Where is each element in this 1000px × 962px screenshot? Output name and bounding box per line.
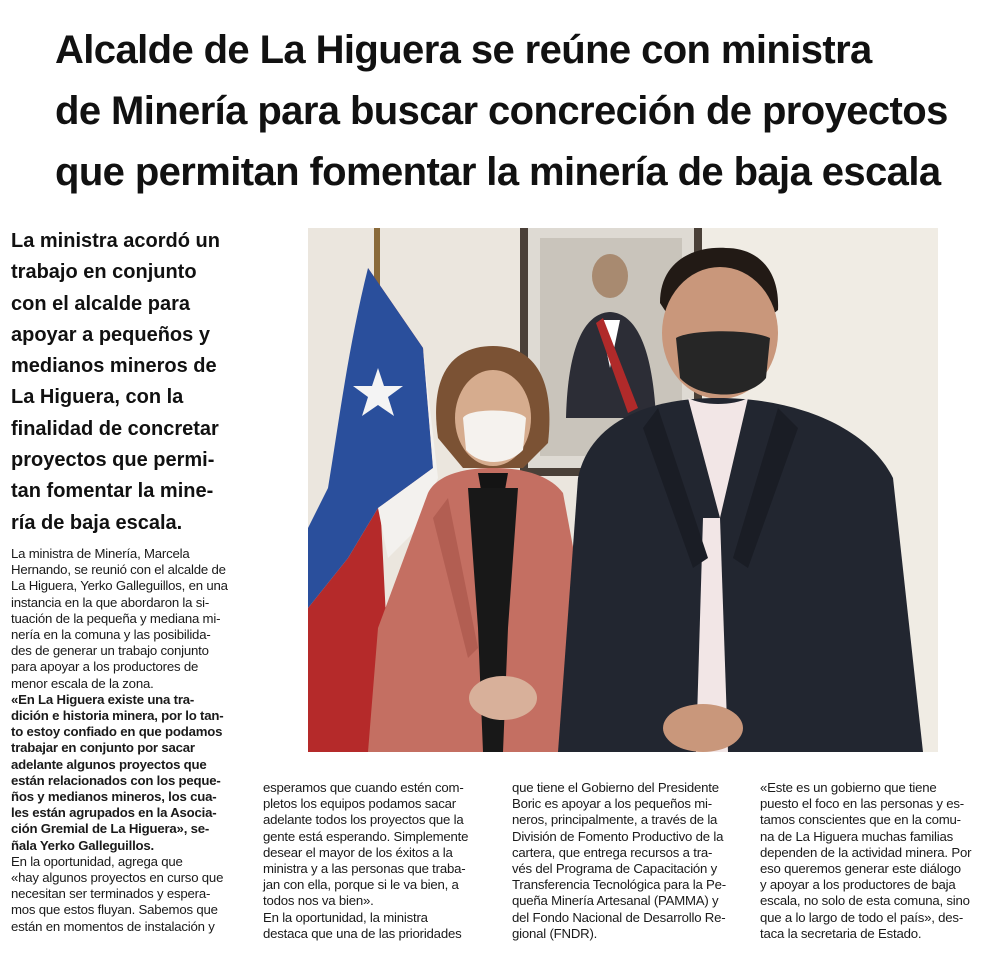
body-text-line: les están agrupados en la Asocia- (11, 805, 217, 821)
body-text-line: «En La Higuera existe una tra- (11, 691, 195, 707)
body-text-line: pletos los equipos podamos sacar (263, 796, 456, 812)
article-column-3 (512, 780, 742, 942)
body-text-line: Transferencia Tecnológica para la Pe- (512, 877, 726, 893)
body-text-line: queña Minería Artesanal (PAMMA) y (512, 893, 719, 909)
body-text-line: ñala Yerko Galleguillos. (11, 837, 155, 853)
headline-line: Alcalde de La Higuera se reúne con ministra (55, 28, 872, 72)
body-text-line: y apoyar a los productores de baja (760, 877, 956, 893)
lead-line: tan fomentar la mine- (11, 480, 214, 503)
body-text-line: La Higuera, Yerko Galleguillos, en una (11, 578, 228, 594)
body-text-line: taca la secretaria de Estado. (760, 925, 922, 941)
body-text-line: escala, no solo de esta comuna, sino (760, 893, 970, 909)
body-text-line: «Este es un gobierno que tiene (760, 780, 937, 795)
body-text-line: que a lo largo de todo el país», des- (760, 909, 964, 925)
body-text-line: eso queremos generar este diálogo (760, 861, 961, 877)
body-text-line: para apoyar a los productores de (11, 659, 199, 675)
headline-line: de Minería para buscar concreción de proyectos (55, 89, 948, 133)
lead-line: ría de baja escala. (11, 511, 183, 534)
body-text-line: destaca que una de las prioridades (263, 925, 462, 941)
body-text-line: gional (FNDR). (512, 925, 598, 941)
body-text-line: adelante todos los proyectos que la (263, 812, 464, 828)
lead-line: finalidad de concretar (11, 417, 219, 440)
lead-line: proyectos que permi- (11, 449, 215, 472)
body-text-line: todos nos va bien». (263, 893, 374, 909)
body-text-line: na de La Higuera muchas familias (760, 828, 953, 844)
body-text-line: esperamos que cuando estén com- (263, 780, 464, 795)
body-text-line: ños y medianos mineros, los cua- (11, 789, 217, 805)
photo-illustration (308, 228, 938, 752)
body-text-line: to estoy confiado en que podamos (11, 724, 223, 740)
article-lead (11, 226, 243, 539)
body-text-line: neros, principalmente, a través de la (512, 812, 718, 828)
body-text-line: «hay algunos proyectos en curso que (11, 870, 224, 886)
body-text-line: En la oportunidad, agrega que (11, 853, 183, 869)
body-text-line: Hernando, se reunió con el alcalde de (11, 562, 226, 578)
lead-line: apoyar a pequeños y (11, 323, 210, 346)
body-text-line: adelante algunos proyectos que (11, 756, 207, 772)
article-photo (308, 228, 938, 752)
lead-line: La ministra acordó un (11, 230, 220, 252)
body-text-line: que tiene el Gobierno del Presidente (512, 780, 719, 795)
headline-line: que permitan fomentar la minería de baja escala (55, 150, 941, 194)
body-text-line: Boric es apoyar a los pequeños mi- (512, 796, 712, 812)
article-column-2 (263, 780, 493, 942)
body-text-line: ministra y a las personas que traba- (263, 861, 466, 877)
body-text-line: cartera, que entrega recursos a tra- (512, 844, 713, 860)
lead-line: con el alcalde para (11, 292, 190, 315)
body-text-line: gente está esperando. Simplemente (263, 828, 469, 844)
article-column-4 (760, 780, 990, 942)
article-headline (55, 20, 985, 203)
body-text-line: tuación de la pequeña y mediana mi- (11, 610, 221, 626)
lead-line: La Higuera, con la (11, 386, 184, 409)
body-text-line: División de Fomento Productivo de la (512, 828, 724, 844)
body-text-line: La ministra de Minería, Marcela (11, 546, 190, 561)
body-text-line: nería en la comuna y las posibilida- (11, 627, 211, 643)
body-text-line: dependen de la actividad minera. Por (760, 844, 972, 860)
body-text-line: menor escala de la zona. (11, 675, 154, 691)
body-text-line: instancia en la que abordaron la si- (11, 594, 210, 610)
body-text-line: tamos conscientes que en la comu- (760, 812, 961, 828)
body-text-line: están relacionados con los peque- (11, 772, 221, 788)
body-text-line: necesitan ser terminados y espera- (11, 886, 211, 902)
body-text-line: des de generar un trabajo conjunto (11, 643, 209, 659)
body-text-line: jan con ella, porque si le va bien, a (263, 877, 459, 893)
body-text-line: dición e historia minera, por lo tan- (11, 708, 224, 724)
body-text-line: del Fondo Nacional de Desarrollo Re- (512, 909, 726, 925)
body-text-line: vés del Programa de Capacitación y (512, 861, 718, 877)
lead-line: medianos mineros de (11, 355, 217, 378)
body-text-line: trabajar en conjunto por sacar (11, 740, 195, 756)
body-text-line: puesto el foco en las personas y es- (760, 796, 964, 812)
body-text-line: mos que estos fluyan. Sabemos que (11, 902, 218, 918)
body-text-line: están en momentos de instalación y (11, 918, 215, 934)
body-text-line: En la oportunidad, la ministra (263, 909, 428, 925)
body-text-line: desear el mayor de los éxitos a la (263, 844, 453, 860)
article-column-1 (11, 546, 247, 935)
lead-line: trabajo en conjunto (11, 261, 197, 284)
body-text-line: ción Gremial de La Higuera», se- (11, 821, 210, 837)
